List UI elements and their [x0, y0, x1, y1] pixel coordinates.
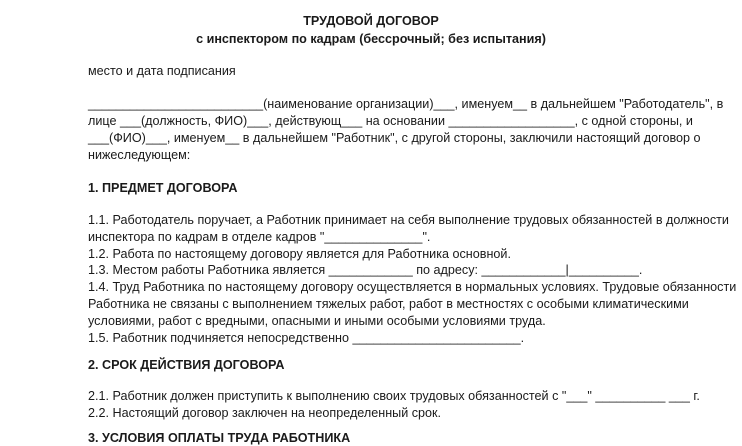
document-title: ТРУДОВОЙ ДОГОВОР: [303, 14, 439, 28]
section-heading-3: 3. УСЛОВИЯ ОПЛАТЫ ТРУДА РАБОТНИКА: [88, 431, 351, 445]
document-subtitle: с инспектором по кадрам (бессрочный; без испытания): [196, 32, 546, 46]
section-heading-2: 2. СРОК ДЕЙСТВИЯ ДОГОВОРА: [88, 358, 285, 372]
clause-line: Работника не связаны с выполнением тяжелых работ, работ в местностях с особыми климатическими: [88, 297, 689, 311]
clause-line: 2.2. Настоящий договор заключен на неопределенный срок.: [88, 406, 442, 420]
clause-line: 1.3. Местом работы Работника является ____________ по адресу: ____________|__________.: [88, 263, 643, 277]
clause-line: 2.1. Работник должен приступить к выполнению своих трудовых обязанностей с "___" __________ ___ г.: [88, 389, 700, 403]
clause-line: условиями, работ с вредными, опасными и иными особыми условиями труда.: [88, 314, 546, 328]
clause-line: 1.2. Работа по настоящему договору является для Работника основной.: [88, 247, 511, 261]
clause-line: инспектора по кадрам в отделе кадров "______________".: [88, 230, 431, 244]
intro-line: ___(ФИО)___, именуем__ в дальнейшем "Работник", с другой стороны, заключили настоящий договор о: [88, 131, 701, 145]
clause-line: 1.4. Труд Работника по настоящему договору осуществляется в нормальных условиях. Трудовые обязанности: [88, 280, 737, 294]
place-date: место и дата подписания: [88, 64, 236, 78]
section-heading-1: 1. ПРЕДМЕТ ДОГОВОРА: [88, 181, 238, 195]
intro-line: нижеследующем:: [88, 148, 191, 162]
clause-line: 1.5. Работник подчиняется непосредственно ________________________.: [88, 331, 525, 345]
clause-line: 1.1. Работодатель поручает, а Работник принимает на себя выполнение трудовых обязанностей в должности: [88, 213, 729, 227]
intro-line: лице ___(должность, ФИО)___, действующ___ на основании __________________, с одной стороны, и: [88, 114, 693, 128]
intro-line: _________________________(наименование организации)___, именуем__ в дальнейшем "Работодатель", в: [88, 97, 724, 111]
